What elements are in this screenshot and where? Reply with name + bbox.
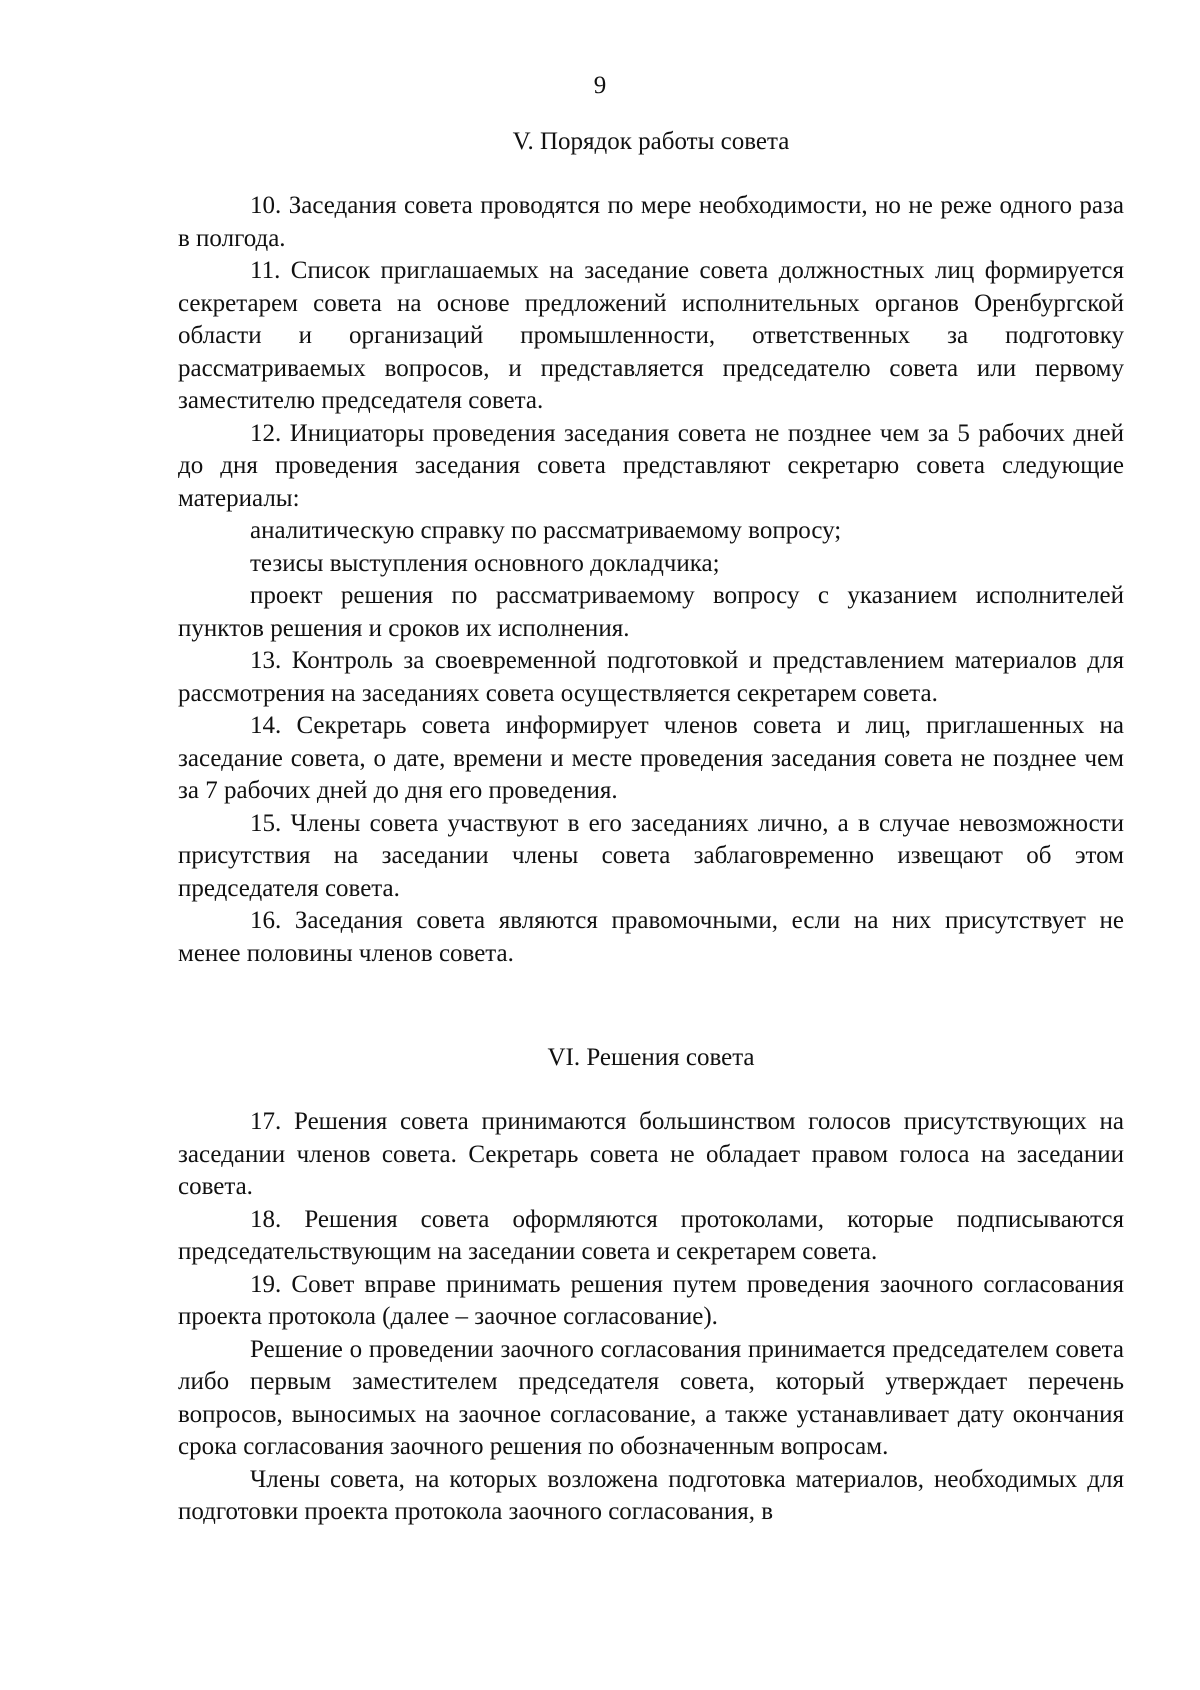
paragraph-17: 17. Решения совета принимаются большинством голосов присутствующих на заседании членов совета. Секретарь совета не обладает правом голоса на заседании совета.	[178, 1108, 1124, 1200]
section-heading-v: V. Порядок работы совета	[512, 128, 790, 155]
paragraph-10: 10. Заседания совета проводятся по мере необходимости, но не реже одного раза в полгода.	[178, 192, 1124, 252]
paragraph-absentee-decision: Решение о проведении заочного согласования принимается председателем совета либо первым заместителем председателя совета, который утверждает перечень вопросов, выносимых на заочное согласование, а также устанавливает дату окончания срока согласования заочного решения по обозначенным вопросам.	[178, 1335, 1124, 1460]
page-number: 9	[593, 72, 607, 99]
list-item-analytical-report: аналитическую справку по рассматриваемому вопросу;	[250, 517, 842, 544]
paragraph-15: 15. Члены совета участвуют в его заседаниях лично, а в случае невозможности присутствия на заседании члены совета заблаговременно извещают об этом председателя совета.	[178, 809, 1124, 902]
paragraph-18: 18. Решения совета оформляются протоколами, которые подписываются председательствующим на заседании совета и секретарем совета.	[178, 1205, 1124, 1265]
section-heading-vi: VI. Решения совета	[547, 1044, 755, 1071]
list-item-draft-decision: проект решения по рассматриваемому вопросу с указанием исполнителей пунктов решения и сроков их исполнения.	[178, 582, 1124, 642]
paragraph-16: 16. Заседания совета являются правомочными, если на них присутствует не менее половины членов совета.	[178, 907, 1124, 967]
list-item-speech-theses: тезисы выступления основного докладчика;	[250, 549, 720, 577]
paragraph-13: 13. Контроль за своевременной подготовкой и представлением материалов для рассмотрения на заседаниях совета осуществляется секретарем совета.	[178, 647, 1124, 707]
paragraph-19: 19. Совет вправе принимать решения путем проведения заочного согласования проекта протокола (далее – заочное согласование).	[178, 1270, 1124, 1330]
paragraph-12: 12. Инициаторы проведения заседания совета не позднее чем за 5 рабочих дней до дня проведения заседания совета представляют секретарю совета следующие материалы:	[178, 419, 1124, 512]
section-v-body	[178, 190, 1124, 970]
paragraph-14: 14. Секретарь совета информирует членов совета и лиц, приглашенных на заседание совета, о дате, времени и месте проведения заседания совета не позднее чем за 7 рабочих дней до дня его проведения.	[178, 712, 1124, 804]
paragraph-council-members: Члены совета, на которых возложена подготовка материалов, необходимых для подготовки проекта протокола заочного согласования, в	[178, 1465, 1124, 1525]
section-vi-body	[178, 1106, 1124, 1529]
paragraph-11: 11. Список приглашаемых на заседание совета должностных лиц формируется секретарем совета на основе предложений исполнительных органов Оренбургской области и организаций промышленности, ответственных за подготовку рассматриваемых вопросов, и представляется председателю совета или первому заместителю председателя совета.	[178, 257, 1124, 414]
